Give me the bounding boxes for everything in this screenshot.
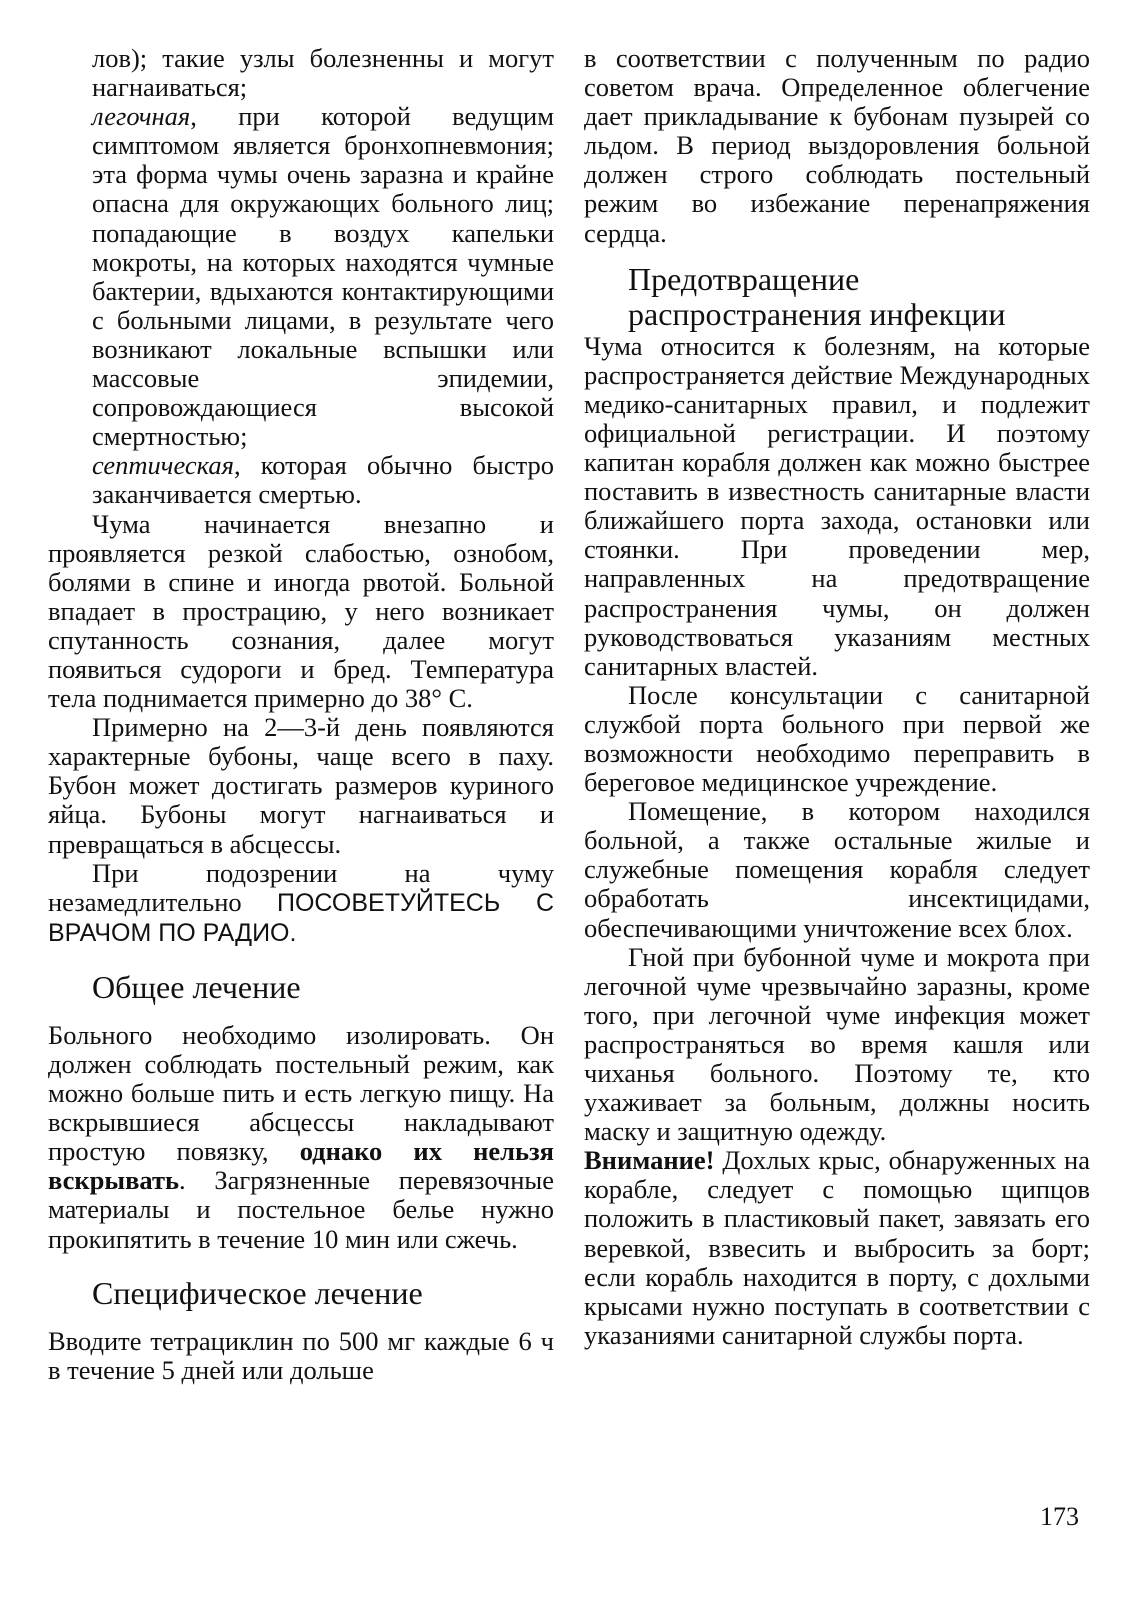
paragraph-radio-consult (48, 859, 554, 948)
term-pneumonic: легочная (92, 101, 191, 132)
radio-consult-text: При подозрении на чуму незамедлительно (48, 857, 554, 917)
paragraph-onset: Чума начинается внезапно и проявляется резкой слабостью, ознобом, болями в спине и иногда рвотой. Больной впадает в прострацию, у него возникает спутанность сознания, далее могут появиться судороги и бред. Температура тела поднимается примерно до 38° С. (48, 508, 554, 714)
paragraph-transfer-ashore: После консультации с санитарной службой порта больного при первой же возможности необходимо переправить в береговое медицинское учреждение. (584, 679, 1090, 798)
general-treatment-text: Больного необходимо изолировать. Он должен соблюдать постельный режим, как можно больше пить и есть легкую пищу. На вскрывшиеся абсцессы накладывают простую повязку, (48, 1019, 554, 1167)
paragraph-regulations: Чума относится к болезням, на которые распространяется действие Международных медико-санитарных правил, и подлежит официальной регистрации. И поэтому капитан корабля должен как можно быстрее поставить в известность санитарные власти ближайшего порта захода, остановки или стоянки. При проведении мер, направленных на предотвращение распространения чумы, он должен руководствоваться указаниям местных санитарных властей. (584, 330, 1090, 681)
paragraph-buboes: Примерно на 2—3-й день появляются характерные бубоны, чаще всего в паху. Бубон может достигать размеров куриного яйца. Бубоны могут нагнаиваться и превращаться в абсцессы. (48, 712, 554, 859)
heading-specific-treatment: Специфическое лечение (92, 1274, 423, 1311)
heading-general-treatment: Общее лечение (92, 968, 301, 1005)
right-column (584, 44, 1090, 1350)
paragraph-general-treatment (48, 1021, 554, 1254)
paragraph-septic-form (48, 451, 554, 509)
radio-consult-caps: ПОСОВЕТУЙТЕСЬ С ВРАЧОМ ПО РАДИО. (48, 888, 554, 947)
attention-text: Дохлых крыс, обнаруженных на корабле, следует с помощью щипцов положить в пластиковый пакет, завязать его веревкой, взвесить и выбросить за борт; если корабль находится в порту, с дохлыми крысами нужно поступать в соответствии с указаниями санитарной службы порта. (584, 1145, 1090, 1350)
paragraph-contagion: Гной при бубонной чуме и мокрота при легочной чуме чрезвычайно заразны, кроме того, при легочной чуме инфекция может распространяться во время кашля или чиханья больного. Поэтому те, кто ухаживает за больным, должны носить маску и защитную одежду. (584, 941, 1090, 1147)
paragraph-specific-treatment: Вводите тетрациклин по 500 мг каждые 6 ч в течение 5 дней или дольше (48, 1325, 554, 1385)
page-number: 173 (1040, 1502, 1079, 1531)
heading-prevention-line1: Предотвращение (628, 260, 860, 297)
heading-prevention-line2: распространения инфекции (628, 295, 1006, 332)
paragraph-pneumonic-form (48, 102, 554, 451)
pneumonic-description: , при которой ведущим симптомом является бронхопневмония; эта форма чумы очень заразна и крайне опасна для окружающих больного лиц; попадающие в воздух капельки мокроты, на которых находятся чумные бактерии, вдыхаются контактирующими с больными лицами, в результате чего возникают локальные вспышки или массовые эпидемии, сопровождающиеся высокой смертностью; (92, 101, 554, 452)
term-septic: септическая (92, 450, 234, 481)
paragraph-lymph-nodes: лов); такие узлы болезненны и могут нагнаиваться; (92, 43, 554, 103)
septic-description: , которая обычно быстро заканчивается смертью. (92, 450, 554, 510)
heading-prevention (584, 262, 1090, 332)
general-treatment-warning: однако их нельзя вскрывать (48, 1136, 555, 1196)
paragraph-attention-rats (584, 1146, 1090, 1350)
paragraph-continuation: в соответствии с полученным по радио советом врача. Определенное облегчение дает прикладывание к бубонам пузырей со льдом. В период выздоровления больной должен строго соблюдать постельный режим во избежание перенапряжения сердца. (584, 43, 1090, 248)
general-treatment-end: . Загрязненные перевязочные материалы и постельное белье нужно прокипятить в течение 10 мин или сжечь. (48, 1165, 554, 1254)
paragraph-insecticides: Помещение, в котором находился больной, а также остальные жилые и служебные помещения корабля следует обработать инсектицидами, обеспечивающими уничтожение всех блох. (584, 796, 1090, 943)
left-column (48, 44, 554, 1385)
attention-label: Внимание! (584, 1145, 715, 1176)
